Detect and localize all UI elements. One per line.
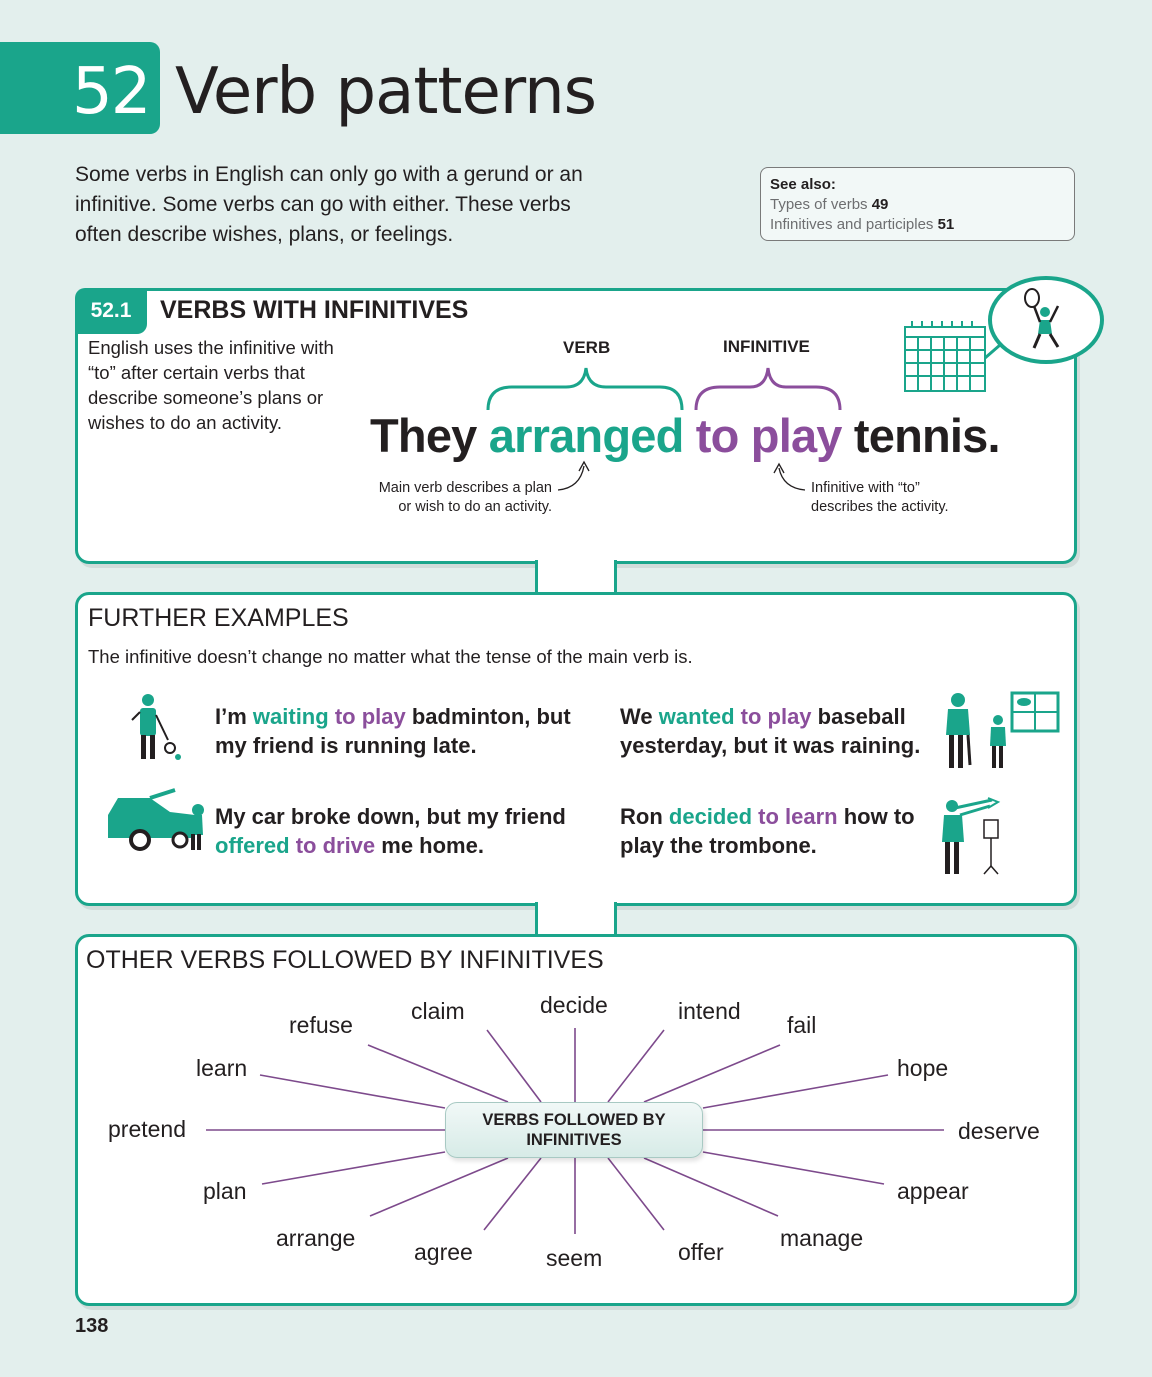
verb-word: pretend xyxy=(108,1116,187,1142)
page-number: 138 xyxy=(75,1315,109,1337)
intro-text: Some verbs in English can only go with a gerund or an infinitive. Some verbs can go with either. These verbs often describe wishes, plans, or feelings. xyxy=(75,163,583,246)
see-also-link[interactable]: Types of verbs 49 xyxy=(770,196,889,213)
example-item: Ron decided to learn how to play the trombone. xyxy=(620,804,915,858)
verb-word: offer xyxy=(678,1239,724,1265)
verb-word: hope xyxy=(897,1055,949,1081)
see-also-link[interactable]: Infinitives and participles 51 xyxy=(770,216,955,233)
verb-word: arrange xyxy=(276,1225,356,1251)
verb-word: fail xyxy=(787,1012,817,1038)
chapter-number: 52 xyxy=(72,55,150,129)
further-examples-description: The infinitive doesn’t change no matter what the tense of the main verb is. xyxy=(88,646,693,667)
verb-word: claim xyxy=(411,998,465,1024)
verb-word: agree xyxy=(414,1239,473,1265)
verb-word: manage xyxy=(780,1225,864,1251)
verb-word: deserve xyxy=(958,1118,1040,1144)
other-verbs-title: OTHER VERBS FOLLOWED BY INFINITIVES xyxy=(86,946,604,974)
baseball-players-icon xyxy=(946,693,1058,768)
section-number-badge: 52.1 xyxy=(75,288,147,334)
section-description: English uses the infinitive with “to” after certain verbs that describe someone’s plans or wishes to do an activity. xyxy=(88,337,334,433)
example-sentence: They arranged to play tennis. xyxy=(370,409,1000,462)
calendar-icon xyxy=(905,321,985,391)
example-item: I’m waiting to play badminton, but my friend is running late. xyxy=(215,704,571,758)
verb-word: learn xyxy=(196,1055,248,1081)
badminton-player-icon xyxy=(132,694,181,760)
see-also-heading: See also: xyxy=(770,176,836,193)
verb-brace xyxy=(488,368,682,410)
verb-word: plan xyxy=(203,1178,247,1204)
car-icon xyxy=(108,790,204,850)
further-examples-title: FURTHER EXAMPLES xyxy=(88,604,349,632)
trombone-player-icon xyxy=(942,798,998,874)
example-item: My car broke down, but my friend offered to drive me home. xyxy=(215,804,566,858)
word-web-center: VERBS FOLLOWED BY INFINITIVES xyxy=(445,1102,703,1158)
verb-word: appear xyxy=(897,1178,969,1204)
main-verb-note: Main verb describes a plan or wish to do an activity. xyxy=(378,480,552,515)
verb-word: decide xyxy=(540,992,608,1018)
infinitive: to play xyxy=(695,409,842,462)
main-verb: arranged xyxy=(488,409,684,462)
verb-word: refuse xyxy=(289,1012,353,1038)
example-item: We wanted to play baseball yesterday, but it was raining. xyxy=(620,704,921,758)
section-title: VERBS WITH INFINITIVES xyxy=(160,296,469,324)
verb-word: seem xyxy=(546,1245,603,1271)
page-title: Verb patterns xyxy=(175,55,596,129)
verb-label: VERB xyxy=(563,338,611,357)
infinitive-brace xyxy=(696,368,840,410)
infinitive-label: INFINITIVE xyxy=(723,337,810,356)
tennis-player-icon xyxy=(985,278,1102,362)
infinitive-note: Infinitive with “to” describes the activity. xyxy=(811,480,949,515)
verb-word: intend xyxy=(678,998,741,1024)
